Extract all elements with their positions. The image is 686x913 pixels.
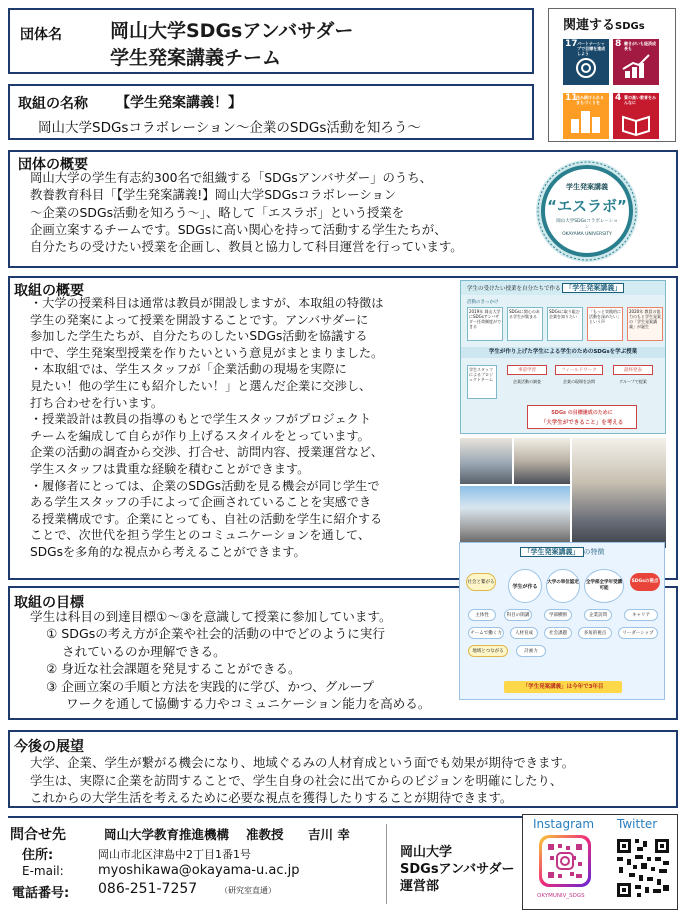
future-text bbox=[30, 754, 574, 807]
fig2-bubble-3: 全学部全学年受講可能 bbox=[584, 569, 624, 603]
org-name-line2: 学生発案講義チーム bbox=[110, 47, 282, 69]
org-label: 団体名 bbox=[20, 27, 62, 43]
fig1-header bbox=[461, 281, 665, 295]
fig2-title bbox=[460, 547, 664, 557]
growth-chart-icon bbox=[613, 39, 659, 85]
instagram-label: Instagram bbox=[533, 817, 595, 831]
sdg-number-4: 4 bbox=[615, 93, 622, 103]
fig2-keyword-2: 科目の開講 bbox=[504, 609, 532, 621]
goal-item-1-cont: されているのか理解できる。 bbox=[62, 643, 226, 659]
sdg-label-8: 働きがいも経済成長も bbox=[624, 41, 656, 51]
fig2-keyword-6: チームで働く力 bbox=[468, 627, 504, 639]
eslab-logo-main: “エスラボ” bbox=[547, 197, 627, 215]
twitter-qr[interactable] bbox=[615, 837, 671, 899]
photo-classroom bbox=[460, 438, 512, 484]
goal-item-2: ② 身近な社会課題を発見することができる。 bbox=[46, 661, 301, 677]
city-buildings-icon bbox=[563, 93, 609, 139]
email-label: E-mail: bbox=[22, 864, 64, 878]
future-box bbox=[8, 730, 678, 808]
sdgs-title bbox=[563, 14, 645, 33]
contact-position: 准教授 bbox=[246, 827, 284, 842]
fig2-keyword-10: リーダーシップ bbox=[618, 627, 658, 639]
fig1-flow-final: 最終発表 bbox=[613, 365, 653, 375]
sdg-label-4: 質の高い教育をみんなに bbox=[624, 95, 656, 105]
sdg-tile-17 bbox=[563, 39, 609, 85]
overview-line-4: 企画立案するチームです。SDGsに高い関心を持って活動する学生たちが、 bbox=[30, 221, 447, 237]
related-sdgs-panel bbox=[548, 8, 676, 142]
instagram-icon bbox=[542, 838, 588, 884]
overview-box bbox=[8, 150, 678, 268]
fig1-step-4: 「もっと実践的に活動を深めたい」という声 bbox=[587, 307, 623, 341]
fig1-header-a: 学生の受けたい授業を自分たちで作る bbox=[467, 286, 561, 292]
contact-org: 岡山大学教育推進機構 bbox=[104, 827, 230, 842]
fig1-flow-title: 学生が作り上げた学生による学生のためのSDGsを学ぶ授業 bbox=[461, 347, 665, 358]
sdg-number-8: 8 bbox=[615, 39, 622, 49]
fig1-flow-desc-1: 企業活動の調査 bbox=[513, 379, 541, 384]
fig2-keyword-4: 企業訪問 bbox=[584, 609, 612, 621]
sns-panel bbox=[522, 814, 678, 910]
sdg-number-11: 11 bbox=[565, 93, 578, 103]
initiative-subtitle: 岡山大学SDGsコラボレーション～企業のSDGs活動を知ろう～ bbox=[38, 120, 421, 136]
fig2-keyword-12: 計画力 bbox=[516, 645, 546, 657]
sdg-tile-8 bbox=[613, 39, 659, 85]
address-label: 住所: bbox=[22, 848, 54, 863]
summary-box bbox=[8, 276, 678, 580]
phone-label: 電話番号: bbox=[12, 886, 70, 901]
instagram-handle: OKYMUNIV_SDGS bbox=[537, 893, 585, 899]
phone-value[interactable]: 086-251-7257 bbox=[98, 881, 198, 897]
overview-line-2: 教養教育科目「【学生発案講義!】岡山大学SDGsコラボレーション bbox=[30, 187, 397, 203]
fig1-flow-desc-3: グループで提案 bbox=[619, 379, 647, 384]
fig2-bubble-5: SDGsの視点 bbox=[630, 573, 660, 591]
office-line-2: SDGsアンバサダー bbox=[400, 862, 515, 877]
sdg-label-11: 住み続けられるまちづくりを bbox=[576, 95, 604, 105]
summary-figure-flow bbox=[460, 280, 666, 434]
org-name-box bbox=[8, 8, 534, 74]
fig1-step-2: SDGsに関心のある学生が集まる bbox=[507, 307, 543, 341]
sdgs-title-a: 関連する bbox=[563, 18, 616, 33]
future-line-1: 大学、企業、学生が繋がる機会になり、地域ぐるみの人材育成という面でも効果が期待できます。 bbox=[30, 755, 575, 770]
summary-text: ・大学の授業科目は通常は教員が開設しますが、本取組の特徴は 学生の発案によって授業を開設することです。アンバサダーに 参加した学生たちが、自分たちのしたいSDGs活動を協議する 中で、学生発案型授業を作りたいという意見がまとまりました。 ・本取組では、学生スタッフが「企業活動の現場を実際に 見たい！他の学生にも紹介したい！」と選んだ企業に交渉し、 打ち合わせを行います。 ・授業設計は教員の指導のもとで学生スタッフがプロジェクト チームを編成して自らが作り上げるスタイルをとっています。 企業の活動の調査から交渉、打合せ、訪問内容、授業運営など、 学生スタッフは貴重な経験を積むことができます。 ・履修者にとっては、企業のSDGs活動を見る機会が同じ学生で ある学生スタッフの手によって企画されていることを実感でき る授業構成です。企業にとっても、自社の活動を学生に紹介する ことで、次世代を担う学生とのコミュニケーションを通して、 SDGsを多角的な視点から考えることができます。 bbox=[30, 296, 384, 559]
fig2-bubble-4: 社会と繋がる bbox=[466, 573, 496, 591]
fig2-bubble-1: 学生が作る bbox=[508, 569, 542, 603]
instagram-qr[interactable] bbox=[539, 835, 591, 887]
summary-label: 取組の概要 bbox=[14, 283, 84, 299]
book-icon bbox=[613, 93, 659, 139]
fig1-flow-desc-2: 企業の現場を訪問 bbox=[563, 379, 595, 384]
photo-field-visit bbox=[460, 486, 570, 548]
fig1-step-1: 2019年 岡山大学にSDGsアンバサダー任命制度ができる bbox=[467, 307, 503, 341]
goals-label: 取組の目標 bbox=[14, 595, 84, 611]
sdg-number-17: 17 bbox=[565, 39, 578, 49]
fig1-step-5: 2020年 教員の協力のもと学生発案の「学生発案講義」が誕生 bbox=[627, 307, 663, 341]
contact-person: 吉川 幸 bbox=[308, 827, 350, 842]
photo-presentation bbox=[514, 438, 570, 484]
overview-line-1: 岡山大学の学生有志約300名で組織する「SDGsアンバサダー」のうち、 bbox=[30, 170, 433, 185]
fig1-trigger: 活動のきっかけ bbox=[467, 300, 499, 305]
office-name bbox=[400, 844, 514, 895]
fig2-title-main: 「学生発案講義」 bbox=[520, 547, 584, 557]
overview-line-3: ～企業のSDGs活動を知ろう～」、略して「エスラボ」という授業を bbox=[30, 204, 405, 220]
fig1-steps bbox=[467, 307, 663, 341]
sdg-label-17: パートナーシップで目標を達成しよう bbox=[577, 41, 606, 56]
address-value: 岡山市北区津島中2丁目1番1号 bbox=[98, 848, 251, 861]
sdg-tile-11 bbox=[563, 93, 609, 139]
fig1-flow-pre: 事前学習 bbox=[507, 365, 547, 375]
fig1-goal-b: 「大学生ができること」を考える bbox=[540, 420, 624, 426]
fig2-banner: 「学生発案講義」は今年で3年目 bbox=[504, 681, 622, 693]
summary-photos bbox=[460, 438, 666, 548]
phone-note: （研究室直通） bbox=[220, 886, 276, 895]
email-value[interactable]: myoshikawa@okayama-u.ac.jp bbox=[98, 863, 300, 878]
instagram-qr-inner bbox=[542, 838, 588, 884]
fig1-goal bbox=[527, 405, 637, 429]
fig2-keyword-9: 多角的視点 bbox=[578, 627, 612, 639]
initiative-title: 【学生発案講義！】 bbox=[116, 95, 242, 111]
fig1-flow-team: 学生スタッフによるプロジェクトチーム bbox=[467, 365, 497, 399]
eslab-logo bbox=[534, 158, 640, 264]
fig2-keyword-1: 主体性 bbox=[468, 609, 496, 621]
fig1-flow bbox=[467, 365, 663, 399]
fig2-keyword-3: 学部横断 bbox=[544, 609, 572, 621]
fig2-keyword-5: キャリア bbox=[624, 609, 658, 621]
future-line-3: これからの大学生活を考えるために必要な視点を獲得したりすることが期待できます。 bbox=[30, 790, 513, 806]
fig2-keyword-8: 社会課題 bbox=[544, 627, 572, 639]
org-name-line1: 岡山大学SDGsアンバサダー bbox=[110, 20, 354, 42]
office-line-1: 岡山大学 bbox=[400, 845, 453, 860]
initiative-box bbox=[8, 84, 534, 140]
goal-item-3: ③ 企画立案の手順と方法を実践的に学び、かつ、グループ bbox=[46, 678, 375, 694]
sdgs-title-b: SDGs bbox=[615, 21, 645, 32]
partnership-ring-icon bbox=[563, 39, 609, 85]
goals-text bbox=[30, 608, 470, 712]
overview-label: 団体の概要 bbox=[18, 157, 88, 173]
future-label: 今後の展望 bbox=[14, 739, 84, 755]
goal-item-3-cont: ワークを通して協働する力やコミュニケーション能力を高める。 bbox=[66, 696, 431, 712]
features-figure bbox=[459, 542, 665, 700]
fig1-flow-field: フィールドワーク bbox=[555, 365, 603, 375]
fig2-keyword-11: 地域とつながる bbox=[468, 645, 508, 657]
future-line-2: 学生は、実際に企業を訪問することで、学生自身の社会に出てからのビジョンを明確にしたり、 bbox=[30, 772, 563, 788]
goal-item-1: ① SDGsの考え方が企業や社会的活動の中でどのように実行 bbox=[46, 626, 385, 642]
eslab-logo-bottom: OKAYAMA UNIVERSITY bbox=[562, 232, 612, 237]
office-line-3: 運営部 bbox=[400, 879, 440, 894]
sdg-tile-4 bbox=[613, 93, 659, 139]
contact-divider bbox=[386, 824, 387, 904]
fig1-goal-a: SDGs の目標達成のために bbox=[551, 410, 613, 416]
contact-box bbox=[8, 816, 678, 908]
contact-label: 問合せ先 bbox=[10, 827, 66, 843]
overview-text bbox=[30, 169, 463, 255]
overview-line-5: 自分たちの受けたい授業を企画し、教員と協力して科目運営を行っています。 bbox=[30, 239, 463, 255]
fig1-step-3: SDGsに取り組む企業を知りたい bbox=[547, 307, 583, 341]
fig2-keyword-7: 人材育成 bbox=[510, 627, 538, 639]
eslab-logo-small: 岡山大学SDGsコラボレーション bbox=[556, 219, 618, 230]
goals-intro: 学生は科目の到達目標①～③を意識して授業に参加しています。 bbox=[30, 609, 392, 624]
fig2-title-suffix: の特徴 bbox=[583, 548, 605, 556]
fig2-bubble-2: 大学の単位認定 bbox=[546, 569, 580, 603]
fig1-header-b: 「学生発案講義」 bbox=[562, 283, 624, 293]
eslab-logo-top: 学生発案講義 bbox=[566, 183, 608, 191]
twitter-label: Twitter bbox=[617, 817, 658, 831]
photo-group-work bbox=[572, 438, 666, 548]
initiative-label: 取組の名称 bbox=[18, 96, 88, 112]
